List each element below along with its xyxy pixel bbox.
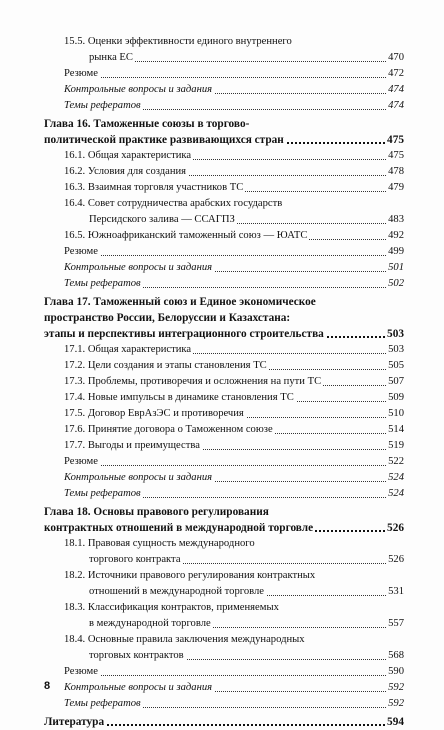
toc-entry-title: Глава 17. Таможенный союз и Единое экономическое bbox=[44, 296, 316, 308]
toc-entry bbox=[44, 180, 404, 196]
toc-entry-page: 474 bbox=[386, 98, 404, 114]
toc-entry-title: в международной торговле bbox=[89, 618, 211, 629]
toc-entry-title: 17.1. Общая характеристика bbox=[64, 344, 192, 355]
toc-entry-title: 17.5. Договор ЕврАзЭС и противоречия bbox=[64, 408, 244, 419]
toc-entry-page: 526 bbox=[387, 522, 404, 534]
toc-entry-line bbox=[64, 34, 404, 50]
toc-entry-line bbox=[64, 568, 404, 584]
toc-entry-title: Темы рефератов bbox=[64, 698, 141, 709]
toc-entry-title: 17.4. Новые импульсы в динамике становления ТС bbox=[64, 392, 294, 403]
toc-entry-page: 568 bbox=[386, 648, 404, 664]
toc-entry bbox=[44, 82, 404, 98]
toc-entry-title: отношений в международной торговле bbox=[89, 586, 264, 597]
toc-entry-page: 479 bbox=[386, 180, 404, 196]
toc-entry-page: 478 bbox=[386, 164, 404, 180]
toc-entry-line-last bbox=[89, 552, 404, 568]
toc-entry-line-last bbox=[64, 276, 404, 292]
toc-entry-title: контрактных отношений в международной торговле bbox=[44, 522, 314, 534]
toc-entry bbox=[44, 34, 404, 66]
toc-entry-line-last bbox=[44, 132, 404, 148]
toc-entry-page: 519 bbox=[386, 438, 404, 454]
toc-entry-title: Литература bbox=[44, 716, 105, 728]
toc-entry-line-last bbox=[64, 680, 404, 696]
toc-entry-line bbox=[64, 196, 404, 212]
toc-entry bbox=[44, 342, 404, 358]
toc-entry-page: 501 bbox=[386, 260, 404, 276]
toc-entry-title: торговых контрактов bbox=[89, 650, 184, 661]
toc-chapter-entry bbox=[44, 714, 404, 730]
toc-entry-line-last bbox=[64, 390, 404, 406]
toc-entry-line bbox=[44, 310, 404, 326]
toc-chapter-entry bbox=[44, 294, 404, 342]
toc-entry-page: 499 bbox=[386, 244, 404, 260]
toc-entry-line-last bbox=[64, 180, 404, 196]
toc-entry-line-last bbox=[44, 520, 404, 536]
toc-entry-title: рынка ЕС bbox=[89, 52, 133, 63]
toc-entry-page: 557 bbox=[386, 616, 404, 632]
toc-entry-page: 590 bbox=[386, 664, 404, 680]
toc-entry-line-last bbox=[64, 66, 404, 82]
toc-entry-line-last bbox=[89, 616, 404, 632]
toc-entry bbox=[44, 390, 404, 406]
toc-entry bbox=[44, 358, 404, 374]
toc-entry bbox=[44, 696, 404, 712]
toc-entry-title: 17.7. Выгоды и преимущества bbox=[64, 440, 200, 451]
toc-entry-page: 474 bbox=[386, 82, 404, 98]
toc-entry bbox=[44, 66, 404, 82]
toc-entry bbox=[44, 164, 404, 180]
toc-entry bbox=[44, 680, 404, 696]
toc-entry bbox=[44, 664, 404, 680]
toc-entry-line-last bbox=[64, 696, 404, 712]
toc-entry-page: 475 bbox=[387, 134, 404, 146]
toc-entry-title: Резюме bbox=[64, 68, 98, 79]
toc-entry bbox=[44, 98, 404, 114]
toc-entry bbox=[44, 196, 404, 228]
toc-entry-line-last bbox=[64, 82, 404, 98]
toc-entry-line-last bbox=[44, 714, 404, 730]
toc-entry bbox=[44, 486, 404, 502]
toc-entry-title: Темы рефератов bbox=[64, 100, 141, 111]
toc-entry-title: Резюме bbox=[64, 456, 98, 467]
toc-entry-page: 522 bbox=[386, 454, 404, 470]
toc-entry-title: 16.1. Общая характеристика bbox=[64, 150, 192, 161]
toc-entry bbox=[44, 438, 404, 454]
toc-entry-line bbox=[44, 116, 404, 132]
toc-entry-title: 18.1. Правовая сущность международного bbox=[64, 538, 255, 549]
toc-entry-line bbox=[64, 600, 404, 616]
toc-entry-line-last bbox=[64, 470, 404, 486]
toc-entry-line-last bbox=[64, 358, 404, 374]
toc-entry-line-last bbox=[64, 406, 404, 422]
toc-entry-title: 18.4. Основные правила заключения международных bbox=[64, 634, 305, 645]
toc-entry-line-last bbox=[64, 342, 404, 358]
toc-entry-title: Контрольные вопросы и задания bbox=[64, 472, 213, 483]
toc-entry-page: 531 bbox=[386, 584, 404, 600]
toc-entry-title: Резюме bbox=[64, 246, 98, 257]
toc-entry-title: 17.2. Цели создания и этапы становления ТС bbox=[64, 360, 267, 371]
toc-entry-page: 594 bbox=[387, 716, 404, 728]
toc-entry-page: 592 bbox=[386, 696, 404, 712]
toc-entry-line-last bbox=[89, 584, 404, 600]
toc-entry-line-last bbox=[89, 50, 404, 66]
toc-entry-line-last bbox=[64, 486, 404, 502]
toc-entry-title: политической практике развивающихся стран bbox=[44, 134, 284, 146]
toc-entry-line-last bbox=[64, 374, 404, 390]
toc-entry-line-last bbox=[89, 648, 404, 664]
toc-entry-line-last bbox=[64, 98, 404, 114]
toc-entry-page: 470 bbox=[386, 50, 404, 66]
toc-entry-page: 592 bbox=[386, 680, 404, 696]
toc-entry bbox=[44, 406, 404, 422]
toc-entry-title: 18.3. Классификация контрактов, применяемых bbox=[64, 602, 279, 613]
toc-entry-page: 510 bbox=[386, 406, 404, 422]
page-number: 8 bbox=[44, 680, 51, 692]
toc-entry-title: этапы и перспективы интеграционного строительства bbox=[44, 328, 324, 340]
toc-entry-line-last bbox=[64, 148, 404, 164]
toc-entry bbox=[44, 148, 404, 164]
toc-entry-title: 17.6. Принятие договора о Таможенном союзе bbox=[64, 424, 273, 435]
toc-entry-title: Контрольные вопросы и задания bbox=[64, 84, 213, 95]
toc-entry bbox=[44, 536, 404, 568]
toc-entry-page: 503 bbox=[386, 342, 404, 358]
toc-entry bbox=[44, 568, 404, 600]
toc-entry bbox=[44, 470, 404, 486]
toc-entry-line-last bbox=[64, 228, 404, 244]
toc-entry-line-last bbox=[64, 260, 404, 276]
toc-entry-page: 475 bbox=[386, 148, 404, 164]
toc-entry-page: 509 bbox=[386, 390, 404, 406]
toc-entry-line-last bbox=[64, 438, 404, 454]
toc-entry bbox=[44, 632, 404, 664]
toc-entry-title: Контрольные вопросы и задания bbox=[64, 682, 213, 693]
toc-entry-line-last bbox=[44, 326, 404, 342]
toc-entry bbox=[44, 244, 404, 260]
toc-entry-title: 16.4. Совет сотрудничества арабских государств bbox=[64, 198, 283, 209]
toc-entry-title: 16.5. Южноафриканский таможенный союз — ЮАТС bbox=[64, 230, 308, 241]
toc-entry bbox=[44, 422, 404, 438]
toc-entry bbox=[44, 260, 404, 276]
toc-entry-title: Темы рефератов bbox=[64, 278, 141, 289]
toc-entry-line bbox=[44, 294, 404, 310]
toc-entry-page: 514 bbox=[386, 422, 404, 438]
toc-entry-line bbox=[64, 536, 404, 552]
toc-entry-line-last bbox=[64, 422, 404, 438]
toc-entry-title: 18.2. Источники правового регулирования контрактных bbox=[64, 570, 316, 581]
toc-entry-page: 524 bbox=[386, 470, 404, 486]
toc-entry-title: Резюме bbox=[64, 666, 98, 677]
toc-entry-page: 505 bbox=[386, 358, 404, 374]
toc-entry-page: 507 bbox=[386, 374, 404, 390]
toc-entry-line-last bbox=[64, 244, 404, 260]
toc-chapter-entry bbox=[44, 504, 404, 536]
toc-entry-title: 17.3. Проблемы, противоречия и осложнения на пути ТС bbox=[64, 376, 322, 387]
toc-entry-page: 526 bbox=[386, 552, 404, 568]
toc-entry-page: 524 bbox=[386, 486, 404, 502]
toc-entry-page: 472 bbox=[386, 66, 404, 82]
toc-entry-title: 16.2. Условия для создания bbox=[64, 166, 187, 177]
toc-entry-title: Глава 16. Таможенные союзы в торгово- bbox=[44, 118, 250, 130]
toc-entry-page: 483 bbox=[386, 212, 404, 228]
toc-entry bbox=[44, 228, 404, 244]
toc-entry-page: 502 bbox=[386, 276, 404, 292]
toc-entry-line bbox=[44, 504, 404, 520]
toc-entry-page: 492 bbox=[386, 228, 404, 244]
toc-entry-line-last bbox=[64, 164, 404, 180]
toc-entry-title: 16.3. Взаимная торговля участников ТС bbox=[64, 182, 244, 193]
toc-entry-title: торгового контракта bbox=[89, 554, 181, 565]
toc-entry-line-last bbox=[89, 212, 404, 228]
toc-entry-title: Персидского залива — ССАГПЗ bbox=[89, 214, 235, 225]
toc-entry-title: Контрольные вопросы и задания bbox=[64, 262, 213, 273]
toc-chapter-entry bbox=[44, 116, 404, 148]
toc-entry bbox=[44, 374, 404, 390]
toc-entry-line-last bbox=[64, 454, 404, 470]
toc-entry bbox=[44, 276, 404, 292]
toc-entry-title: Глава 18. Основы правового регулирования bbox=[44, 506, 269, 518]
toc-entry-title: пространство России, Белоруссии и Казахстана: bbox=[44, 312, 291, 324]
toc-entry-line bbox=[64, 632, 404, 648]
toc-entry-line-last bbox=[64, 664, 404, 680]
toc-entry-title: 15.5. Оценки эффективности единого внутреннего bbox=[64, 36, 292, 47]
toc-entry bbox=[44, 454, 404, 470]
toc-entry bbox=[44, 600, 404, 632]
toc-entry-page: 503 bbox=[387, 328, 404, 340]
toc-entry-title: Темы рефератов bbox=[64, 488, 141, 499]
